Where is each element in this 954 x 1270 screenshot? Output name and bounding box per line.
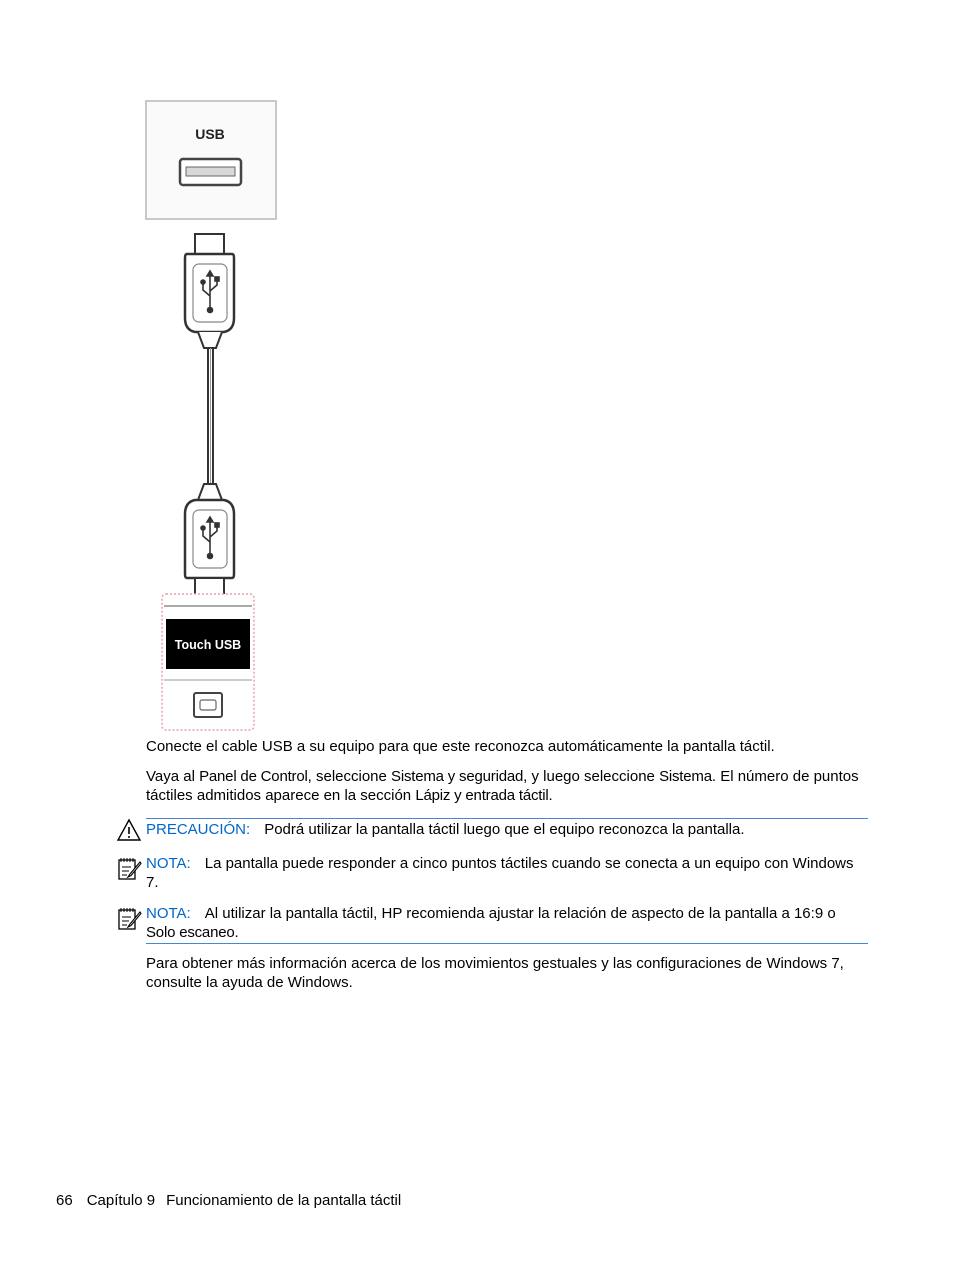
chapter-title: Funcionamiento de la pantalla táctil <box>166 1192 402 1209</box>
note-pad-icon <box>116 856 142 882</box>
page-number: 66 <box>56 1192 73 1209</box>
warning-triangle-icon <box>116 817 142 843</box>
chapter-number: Capítulo 9 <box>86 1192 156 1209</box>
menu-term: Sistema y seguridad <box>391 768 524 785</box>
note-label: NOTA: <box>146 855 191 872</box>
usb-port-label: USB <box>195 126 225 142</box>
intro-paragraph: Conecte el cable USB a su equipo para que este reconozca automáticamente la pantalla táctil. <box>146 738 775 755</box>
menu-term: Panel de Control <box>199 768 308 785</box>
menu-term: Solo escaneo <box>146 924 235 941</box>
instructions-paragraph: Vaya al Panel de Control, seleccione Sistema y seguridad, y luego seleccione Sistema. El número de puntos táctiles admitidos aparece en la sección Lápiz y entrada táctil. <box>146 768 859 804</box>
note-windows7: NOTA: La pantalla puede responder a cinco puntos táctiles cuando se conecta a un equipo con Windows 7. <box>146 855 854 891</box>
note-aspect-ratio: NOTA: Al utilizar la pantalla táctil, HP recomienda ajustar la relación de aspecto de la pantalla a 16:9 o Solo escaneo. <box>146 905 836 941</box>
usb-connection-illustration <box>140 96 290 736</box>
more-info-paragraph: Para obtener más información acerca de los movimientos gestuales y las configuraciones de Windows 7, consulte la ayuda de Windows. <box>146 955 844 991</box>
divider <box>146 818 868 819</box>
page-footer <box>56 1191 401 1210</box>
note-pad-icon <box>116 906 142 932</box>
note-label: NOTA: <box>146 905 191 922</box>
divider <box>146 943 868 944</box>
caution-label: PRECAUCIÓN: <box>146 821 251 838</box>
menu-term: Lápiz y entrada táctil <box>415 787 549 804</box>
touch-usb-label: Touch USB <box>174 638 242 652</box>
caution-notice: PRECAUCIÓN: Podrá utilizar la pantalla táctil luego que el equipo reconozca la pantalla. <box>146 821 745 838</box>
menu-term: Sistema <box>659 768 712 785</box>
